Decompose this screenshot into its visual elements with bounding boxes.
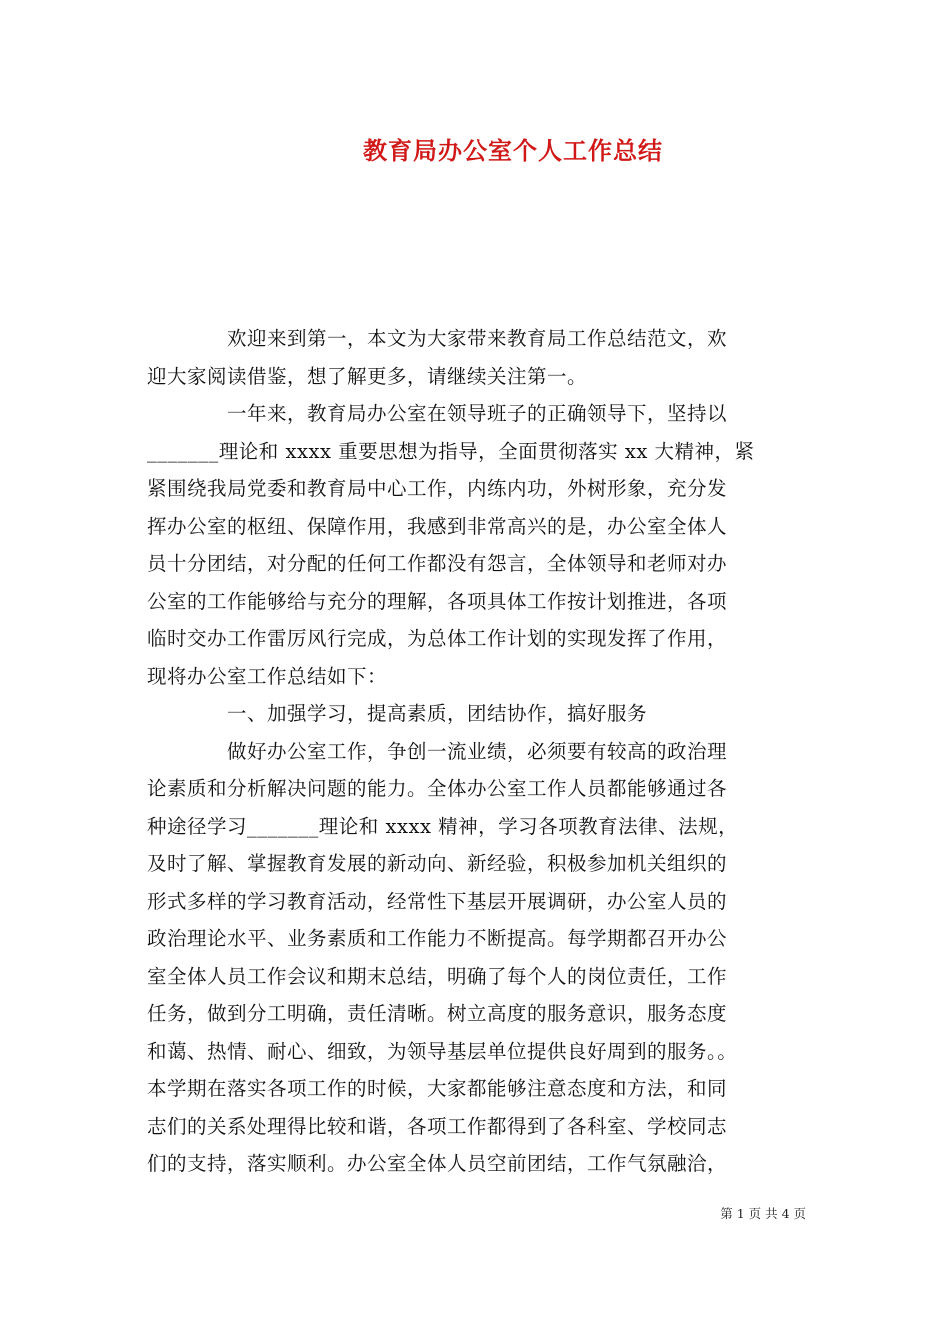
text-line: 紧围绕我局党委和教育局中心工作，内练内功，外树形象，充分发 <box>147 477 728 500</box>
text-line: 及时了解、掌握教育发展的新动向、新经验，积极参加机关组织的 <box>147 852 728 875</box>
text-line: 欢迎来到第一，本文为大家带来教育局工作总结范文，欢 <box>147 327 728 350</box>
text-line: 种途径学习_______理论和 xxxx 精神，学习各项教育法律、法规， <box>147 814 739 838</box>
text-line: 一年来，教育局办公室在领导班子的正确领导下，坚持以 <box>147 402 728 425</box>
text-line: 现将办公室工作总结如下： <box>147 664 388 688</box>
text-line: 们的支持，落实顺利。办公室全体人员空前团结，工作气氛融洽， <box>147 1152 728 1175</box>
text-line: 论素质和分析解决问题的能力。全体办公室工作人员都能够通过各 <box>147 777 728 800</box>
text-line: 室全体人员工作会议和期末总结，明确了每个人的岗位责任，工作 <box>147 964 728 988</box>
text-line: 政治理论水平、业务素质和工作能力不断提高。每学期都召开办公 <box>147 927 728 950</box>
text-line: 临时交办工作雷厉风行完成，为总体工作计划的实现发挥了作用， <box>147 627 728 650</box>
text-line: 迎大家阅读借鉴，想了解更多，请继续关注第一。 <box>147 364 588 388</box>
text-line: 任务，做到分工明确，责任清晰。树立高度的服务意识，服务态度 <box>147 1002 728 1025</box>
text-line: 本学期在落实各项工作的时候，大家都能够注意态度和方法，和同 <box>147 1077 728 1100</box>
document-body <box>147 320 817 1183</box>
page-number: 第 1 页 共 4 页 <box>720 1206 806 1221</box>
text-line: 形式多样的学习教育活动，经常性下基层开展调研，办公室人员的 <box>147 889 728 913</box>
text-line: 员十分团结，对分配的任何工作都没有怨言，全体领导和老师对办 <box>147 552 728 575</box>
section-heading: 一、加强学习，提高素质，团结协作，搞好服务 <box>147 702 648 725</box>
text-line: 挥办公室的枢纽、保障作用，我感到非常高兴的是，办公室全体人 <box>147 514 728 538</box>
text-line: 志们的关系处理得比较和谐，各项工作都得到了各科室、学校同志 <box>147 1114 728 1138</box>
text-line: 和蔼、热情、耐心、细致，为领导基层单位提供良好周到的服务。。 <box>147 1039 738 1063</box>
text-line: _______理论和 xxxx 重要思想为指导，全面贯彻落实 xx 大精神，紧 <box>147 439 755 463</box>
page-title: 教育局办公室个人工作总结 <box>363 136 663 165</box>
text-line: 公室的工作能够给与充分的理解，各项具体工作按计划推进，各项 <box>147 589 728 613</box>
text-line: 做好办公室工作，争创一流业绩，必须要有较高的政治理 <box>147 739 728 763</box>
